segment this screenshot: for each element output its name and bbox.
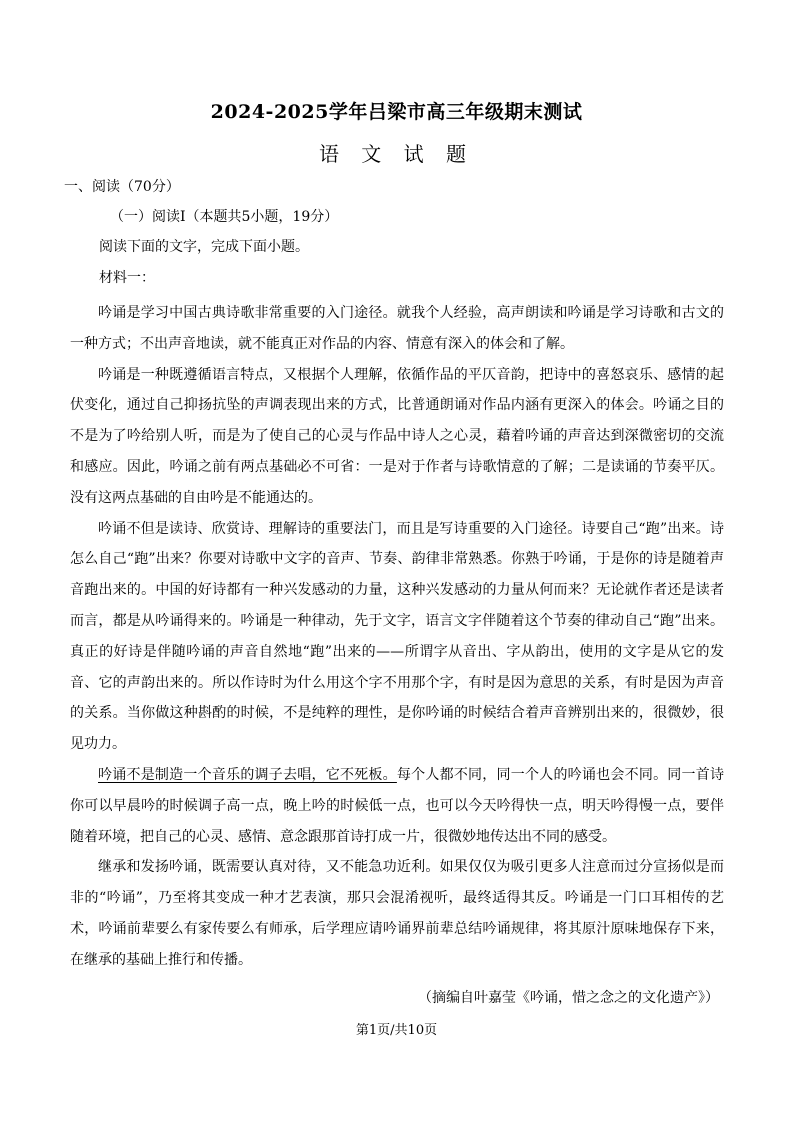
subsection-heading: （一）阅读Ⅰ（本题共5小题，19分）	[110, 209, 339, 225]
underlined-sentence: 吟诵不是制造一个音乐的调子去唱，它不死板。	[98, 766, 397, 783]
passage-body	[70, 298, 724, 976]
passage-paragraph-3: 吟诵不但是读诗、欣赏诗、理解诗的重要法门，而且是写诗重要的入门途径。诗要自己“跑”出来。诗怎么自己“跑”出来？你要对诗歌中文字的音声、节奏、韵律非常熟悉。你熟于吟诵，于是你的诗是随着声音跑出来的。中国的好诗都有一种兴发感动的力量，这种兴发感动的力量从何而来？无论就作者还是读者而言，都是从吟诵得来的。吟诵是一种律动，先于文字，语言文字伴随着这个节奏的律动自己“跑”出来。真正的好诗是伴随吟诵的声音自然地“跑”出来的——所谓字从音出、字从韵出，使用的文字是从它的发音、它的声韵出来的。所以作诗时为什么用这个字不用那个字，有时是因为意思的关系，有时是因为声音的关系。当你做这种斟酌的时候，不是纯粹的理性，是你吟诵的时候结合着声音辨别出来的，很微妙，很见功力。	[70, 520, 724, 753]
page-title: 2024-2025学年吕梁市高三年级期末测试	[210, 101, 583, 123]
page-number: 第1页/共10页	[355, 1023, 438, 1038]
passage-paragraph-5: 继承和发扬吟诵，既需要认真对待，又不能急功近利。如果仅仅为吸引更多人注意而过分宣扬似是而非的“吟诵”，乃至将其变成一种才艺表演，那只会混淆视听，最终适得其反。吟诵是一门口耳相传的艺术，吟诵前辈要么有家传要么有师承，后学理应请吟诵界前辈总结吟诵规律，将其原汁原味地保存下来，在继承的基础上推行和传播。	[70, 859, 724, 968]
page-subtitle: 语 文 试 题	[318, 142, 475, 166]
passage-paragraph-1: 吟诵是学习中国古典诗歌非常重要的入门途径。就我个人经验，高声朗读和吟诵是学习诗歌和古文的一种方式；不出声音地读，就不能真正对作品的内容、情意有深入的体会和了解。	[70, 305, 724, 352]
section-heading: 一、阅读（70分）	[64, 179, 180, 195]
passage-paragraph-4	[70, 760, 724, 852]
material-label: 材料一：	[99, 270, 155, 286]
passage-paragraph-4-rest: 每个人都不同，同一个人的吟诵也会不同。同一首诗你可以早晨吟的时候调子高一点，晚上吟的时候低一点，也可以今天吟得快一点，明天吟得慢一点，要伴随着环境，把自己的心灵、感情、意念跟那首诗打成一片，很微妙地传达出不同的感受。	[70, 766, 725, 845]
passage-paragraph-2: 吟诵是一种既遵循语言特点，又根据个人理解，依循作品的平仄音韵，把诗中的喜怒哀乐、感情的起伏变化，通过自己抑扬抗坠的声调表现出来的方式，比普通朗诵对作品内涵有更深入的体会。吟诵之目的不是为了吟给别人听，而是为了使自己的心灵与作品中诗人之心灵，藉着吟诵的声音达到深微密切的交流和感应。因此，吟诵之前有两点基础必不可省：一是对于作者与诗歌情意的了解；二是读诵的节奏平仄。没有这两点基础的自由吟是不能通达的。	[70, 366, 724, 506]
source-citation: （摘编自叶嘉莹《吟诵，惜之念之的文化遗产》）	[418, 990, 719, 1006]
reading-instruction: 阅读下面的文字，完成下面小题。	[99, 239, 309, 255]
